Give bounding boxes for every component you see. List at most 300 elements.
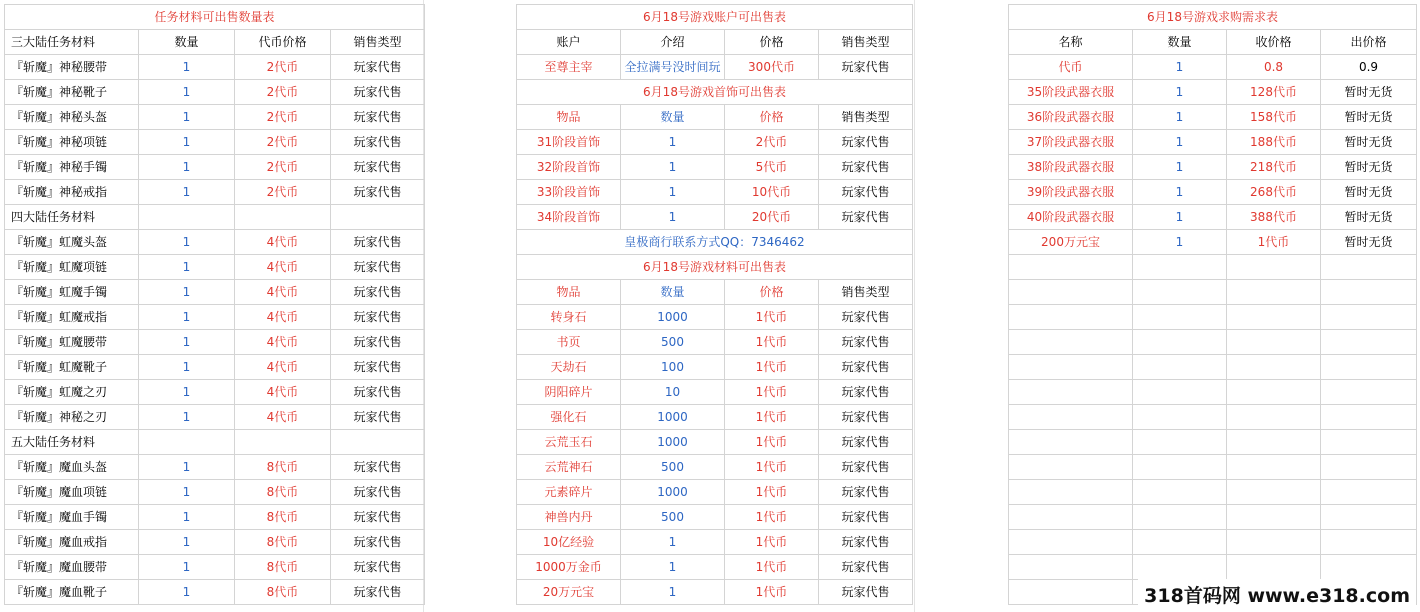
item-name-cell[interactable]: 至尊主宰 xyxy=(517,55,621,80)
empty-cell[interactable] xyxy=(1321,530,1417,555)
empty-cell[interactable] xyxy=(1133,380,1227,405)
header-cell[interactable]: 销售类型 xyxy=(819,30,913,55)
sale-type-cell[interactable]: 玩家代售 xyxy=(331,80,425,105)
section-label[interactable]: 四大陆任务材料 xyxy=(5,205,139,230)
empty-cell[interactable] xyxy=(1321,380,1417,405)
empty-cell[interactable] xyxy=(1009,355,1133,380)
header-cell[interactable]: 物品 xyxy=(517,280,621,305)
title-row xyxy=(517,5,913,30)
header-cell[interactable]: 名称 xyxy=(1009,30,1133,55)
qty-cell[interactable]: 1 xyxy=(139,80,235,105)
table-title[interactable]: 6月18号游戏材料可出售表 xyxy=(517,255,913,280)
qty-cell[interactable]: 1 xyxy=(139,455,235,480)
table-row xyxy=(1009,55,1417,80)
qty-cell[interactable]: 1 xyxy=(1133,155,1227,180)
price-cell[interactable]: 1代币 xyxy=(725,430,819,455)
header-cell[interactable]: 出价格 xyxy=(1321,30,1417,55)
qty-cell[interactable]: 500 xyxy=(621,455,725,480)
empty-cell[interactable] xyxy=(1227,255,1321,280)
sale-type-cell[interactable]: 玩家代售 xyxy=(331,280,425,305)
price-cell[interactable]: 8代币 xyxy=(235,555,331,580)
price-cell[interactable]: 4代币 xyxy=(235,355,331,380)
empty-cell[interactable] xyxy=(1133,255,1227,280)
item-name-cell[interactable]: 『斩魔』神秘戒指 xyxy=(5,180,139,205)
empty-cell[interactable] xyxy=(1009,480,1133,505)
qty-cell[interactable]: 1 xyxy=(139,505,235,530)
empty-cell[interactable] xyxy=(1321,455,1417,480)
price-cell[interactable]: 4代币 xyxy=(235,380,331,405)
sale-type-cell[interactable]: 玩家代售 xyxy=(331,555,425,580)
table-row xyxy=(5,480,425,505)
empty-cell[interactable] xyxy=(1227,480,1321,505)
item-name-cell[interactable]: 34阶段首饰 xyxy=(517,205,621,230)
qty-cell[interactable]: 1 xyxy=(139,130,235,155)
buy-price-cell[interactable]: 268代币 xyxy=(1227,180,1321,205)
table-row xyxy=(517,55,913,80)
qty-cell[interactable] xyxy=(139,430,235,455)
price-cell[interactable]: 1代币 xyxy=(725,355,819,380)
sale-type-cell[interactable]: 玩家代售 xyxy=(819,405,913,430)
item-name-cell[interactable]: 37阶段武器衣服 xyxy=(1009,130,1133,155)
sell-price-cell[interactable]: 暂时无货 xyxy=(1321,180,1417,205)
table-row xyxy=(517,355,913,380)
empty-cell[interactable] xyxy=(1133,355,1227,380)
title-row xyxy=(517,255,913,280)
qty-cell[interactable]: 100 xyxy=(621,355,725,380)
sale-type-cell[interactable]: 玩家代售 xyxy=(331,455,425,480)
sale-type-cell[interactable]: 玩家代售 xyxy=(331,55,425,80)
sale-type-cell[interactable]: 玩家代售 xyxy=(331,180,425,205)
price-cell[interactable]: 5代币 xyxy=(725,155,819,180)
table-row xyxy=(5,230,425,255)
table-title[interactable]: 6月18号游戏账户可出售表 xyxy=(517,5,913,30)
empty-cell[interactable] xyxy=(1009,280,1133,305)
price-cell[interactable]: 2代币 xyxy=(235,155,331,180)
empty-row xyxy=(1009,530,1417,555)
qty-cell[interactable]: 1 xyxy=(1133,80,1227,105)
item-name-cell[interactable]: 『斩魔』神秘手镯 xyxy=(5,155,139,180)
empty-cell[interactable] xyxy=(1321,480,1417,505)
qty-cell[interactable]: 1 xyxy=(139,55,235,80)
sell-price-cell[interactable]: 暂时无货 xyxy=(1321,205,1417,230)
qty-cell[interactable]: 1 xyxy=(139,105,235,130)
empty-cell[interactable] xyxy=(1133,530,1227,555)
price-cell[interactable]: 2代币 xyxy=(235,130,331,155)
empty-cell[interactable] xyxy=(1133,480,1227,505)
qty-cell[interactable]: 10 xyxy=(621,380,725,405)
qty-cell[interactable]: 1 xyxy=(1133,55,1227,80)
table-row xyxy=(5,305,425,330)
sale-type-cell[interactable]: 玩家代售 xyxy=(819,580,913,605)
qty-cell[interactable]: 1 xyxy=(139,480,235,505)
item-name-cell[interactable]: 『斩魔』魔血靴子 xyxy=(5,580,139,605)
price-cell[interactable]: 8代币 xyxy=(235,480,331,505)
price-cell[interactable]: 1代币 xyxy=(725,380,819,405)
item-name-cell[interactable]: 『斩魔』虹魔之刃 xyxy=(5,380,139,405)
header-cell[interactable]: 价格 xyxy=(725,280,819,305)
sale-type-cell[interactable]: 玩家代售 xyxy=(819,505,913,530)
qty-cell[interactable]: 1 xyxy=(621,155,725,180)
sale-type-cell[interactable]: 玩家代售 xyxy=(331,255,425,280)
header-cell[interactable]: 数量 xyxy=(621,105,725,130)
price-cell[interactable]: 20代币 xyxy=(725,205,819,230)
qty-cell[interactable]: 1 xyxy=(139,330,235,355)
empty-cell[interactable] xyxy=(1321,430,1417,455)
sale-type-cell[interactable] xyxy=(331,430,425,455)
table-row xyxy=(517,405,913,430)
qty-cell[interactable]: 1 xyxy=(621,580,725,605)
qty-cell[interactable]: 1 xyxy=(139,255,235,280)
header-cell[interactable]: 三大陆任务材料 xyxy=(5,30,139,55)
empty-row xyxy=(1009,280,1417,305)
section-label[interactable]: 五大陆任务材料 xyxy=(5,430,139,455)
item-name-cell[interactable]: 云荒神石 xyxy=(517,455,621,480)
qty-cell[interactable]: 1 xyxy=(139,180,235,205)
price-cell[interactable]: 4代币 xyxy=(235,230,331,255)
sale-type-cell[interactable]: 玩家代售 xyxy=(819,380,913,405)
price-cell[interactable]: 8代币 xyxy=(235,530,331,555)
sell-price-cell[interactable]: 暂时无货 xyxy=(1321,130,1417,155)
empty-cell[interactable] xyxy=(1227,430,1321,455)
price-cell[interactable]: 1代币 xyxy=(725,505,819,530)
qty-cell[interactable]: 1 xyxy=(621,555,725,580)
item-name-cell[interactable]: 『斩魔』魔血头盔 xyxy=(5,455,139,480)
item-name-cell[interactable]: 『斩魔』神秘靴子 xyxy=(5,80,139,105)
item-name-cell[interactable]: 『斩魔』神秘头盔 xyxy=(5,105,139,130)
empty-row xyxy=(1009,505,1417,530)
qty-cell[interactable]: 1 xyxy=(139,555,235,580)
table-row xyxy=(1009,155,1417,180)
empty-cell[interactable] xyxy=(1227,330,1321,355)
empty-cell[interactable] xyxy=(1133,305,1227,330)
item-name-cell[interactable]: 『斩魔』魔血腰带 xyxy=(5,555,139,580)
empty-cell[interactable] xyxy=(1009,505,1133,530)
item-name-cell[interactable]: 『斩魔』神秘项链 xyxy=(5,130,139,155)
buy-price-cell[interactable]: 0.8 xyxy=(1227,55,1321,80)
item-name-cell[interactable]: 『斩魔』虹魔手镯 xyxy=(5,280,139,305)
item-name-cell[interactable]: 天劫石 xyxy=(517,355,621,380)
price-cell[interactable]: 1代币 xyxy=(725,455,819,480)
qty-cell[interactable]: 1 xyxy=(1133,205,1227,230)
buy-price-cell[interactable]: 188代币 xyxy=(1227,130,1321,155)
buy-price-cell[interactable]: 388代币 xyxy=(1227,205,1321,230)
empty-cell[interactable] xyxy=(1321,555,1417,580)
sale-type-cell[interactable]: 玩家代售 xyxy=(331,530,425,555)
sale-type-cell[interactable]: 玩家代售 xyxy=(819,480,913,505)
qty-cell[interactable]: 1 xyxy=(139,405,235,430)
item-name-cell[interactable]: 1000万金币 xyxy=(517,555,621,580)
empty-cell[interactable] xyxy=(1227,555,1321,580)
price-cell[interactable]: 1代币 xyxy=(725,305,819,330)
sale-type-cell[interactable]: 玩家代售 xyxy=(331,155,425,180)
empty-cell[interactable] xyxy=(1009,305,1133,330)
item-name-cell[interactable]: 元素碎片 xyxy=(517,480,621,505)
header-cell[interactable]: 销售类型 xyxy=(331,30,425,55)
table-title[interactable]: 6月18号游戏求购需求表 xyxy=(1009,5,1417,30)
price-cell[interactable]: 8代币 xyxy=(235,505,331,530)
table-row xyxy=(517,205,913,230)
item-name-cell[interactable]: 强化石 xyxy=(517,405,621,430)
sale-type-cell[interactable]: 玩家代售 xyxy=(819,305,913,330)
empty-cell[interactable] xyxy=(1227,505,1321,530)
wanted-table xyxy=(1008,4,1417,605)
sell-price-cell[interactable]: 暂时无货 xyxy=(1321,80,1417,105)
table-row xyxy=(517,505,913,530)
price-cell[interactable]: 2代币 xyxy=(235,55,331,80)
item-name-cell[interactable]: 38阶段武器衣服 xyxy=(1009,155,1133,180)
item-name-cell[interactable]: 200万元宝 xyxy=(1009,230,1133,255)
sale-type-cell[interactable]: 玩家代售 xyxy=(819,355,913,380)
qty-cell[interactable]: 1000 xyxy=(621,405,725,430)
empty-cell[interactable] xyxy=(1009,255,1133,280)
header-cell[interactable]: 销售类型 xyxy=(819,280,913,305)
empty-cell[interactable] xyxy=(1227,405,1321,430)
sale-type-cell[interactable]: 玩家代售 xyxy=(331,130,425,155)
price-cell[interactable]: 300代币 xyxy=(725,55,819,80)
empty-cell[interactable] xyxy=(1227,380,1321,405)
sale-type-cell[interactable]: 玩家代售 xyxy=(819,530,913,555)
item-name-cell[interactable]: 『斩魔』虹魔腰带 xyxy=(5,330,139,355)
price-cell[interactable] xyxy=(235,205,331,230)
qty-cell[interactable]: 1000 xyxy=(621,430,725,455)
price-cell[interactable]: 1代币 xyxy=(725,480,819,505)
empty-cell[interactable] xyxy=(1009,530,1133,555)
item-name-cell[interactable]: 20万元宝 xyxy=(517,580,621,605)
empty-cell[interactable] xyxy=(1227,530,1321,555)
empty-cell[interactable] xyxy=(1009,430,1133,455)
table-title[interactable]: 任务材料可出售数量表 xyxy=(5,5,425,30)
qty-cell[interactable]: 1 xyxy=(1133,180,1227,205)
price-cell[interactable]: 8代币 xyxy=(235,455,331,480)
buy-price-cell[interactable]: 1代币 xyxy=(1227,230,1321,255)
header-cell[interactable]: 账户 xyxy=(517,30,621,55)
sale-type-cell[interactable]: 玩家代售 xyxy=(331,105,425,130)
header-cell[interactable]: 代币价格 xyxy=(235,30,331,55)
qty-cell[interactable]: 500 xyxy=(621,330,725,355)
table-row xyxy=(517,130,913,155)
price-cell[interactable]: 8代币 xyxy=(235,580,331,605)
sale-type-cell[interactable]: 玩家代售 xyxy=(331,230,425,255)
header-cell[interactable]: 物品 xyxy=(517,105,621,130)
qty-cell[interactable]: 1 xyxy=(621,180,725,205)
empty-cell[interactable] xyxy=(1321,505,1417,530)
item-name-cell[interactable]: 转身石 xyxy=(517,305,621,330)
item-name-cell[interactable]: 10亿经验 xyxy=(517,530,621,555)
item-name-cell[interactable]: 36阶段武器衣服 xyxy=(1009,105,1133,130)
sell-price-cell[interactable]: 暂时无货 xyxy=(1321,105,1417,130)
item-name-cell[interactable]: 35阶段武器衣服 xyxy=(1009,80,1133,105)
qty-cell[interactable]: 1 xyxy=(139,305,235,330)
price-cell[interactable]: 1代币 xyxy=(725,405,819,430)
empty-cell[interactable] xyxy=(1321,330,1417,355)
item-name-cell[interactable]: 代币 xyxy=(1009,55,1133,80)
qty-cell[interactable]: 1000 xyxy=(621,305,725,330)
empty-cell[interactable] xyxy=(1133,330,1227,355)
qty-cell[interactable]: 1 xyxy=(1133,105,1227,130)
empty-row xyxy=(1009,305,1417,330)
table-row xyxy=(5,530,425,555)
empty-cell[interactable] xyxy=(1009,405,1133,430)
item-name-cell[interactable]: 31阶段首饰 xyxy=(517,130,621,155)
empty-cell[interactable] xyxy=(1321,355,1417,380)
empty-cell[interactable] xyxy=(1009,555,1133,580)
sale-type-cell[interactable] xyxy=(331,205,425,230)
sell-price-cell[interactable]: 0.9 xyxy=(1321,55,1417,80)
empty-cell[interactable] xyxy=(1133,280,1227,305)
watermark: 318首码网 www.e318.com xyxy=(1138,579,1416,610)
item-name-cell[interactable]: 云荒玉石 xyxy=(517,430,621,455)
sale-type-cell[interactable]: 玩家代售 xyxy=(819,330,913,355)
sell-price-cell[interactable]: 暂时无货 xyxy=(1321,230,1417,255)
qty-cell[interactable]: 1 xyxy=(139,155,235,180)
empty-row xyxy=(1009,480,1417,505)
empty-cell[interactable] xyxy=(1227,280,1321,305)
header-cell[interactable]: 价格 xyxy=(725,105,819,130)
table-row xyxy=(5,555,425,580)
empty-cell[interactable] xyxy=(1227,355,1321,380)
sale-type-cell[interactable]: 玩家代售 xyxy=(331,330,425,355)
sale-type-cell[interactable]: 玩家代售 xyxy=(819,155,913,180)
price-cell[interactable]: 2代币 xyxy=(725,130,819,155)
qty-cell[interactable]: 1 xyxy=(139,280,235,305)
empty-cell[interactable] xyxy=(1321,280,1417,305)
empty-cell[interactable] xyxy=(1321,405,1417,430)
item-name-cell[interactable]: 『斩魔』魔血手镯 xyxy=(5,505,139,530)
item-name-cell[interactable]: 『斩魔』虹魔项链 xyxy=(5,255,139,280)
empty-cell[interactable] xyxy=(1133,505,1227,530)
header-cell[interactable]: 数量 xyxy=(1133,30,1227,55)
empty-cell[interactable] xyxy=(1227,305,1321,330)
table-row xyxy=(517,155,913,180)
table-row xyxy=(5,280,425,305)
empty-row xyxy=(1009,555,1417,580)
item-name-cell[interactable]: 阴阳碎片 xyxy=(517,380,621,405)
item-name-cell[interactable]: 39阶段武器衣服 xyxy=(1009,180,1133,205)
qty-cell[interactable]: 1 xyxy=(139,530,235,555)
item-name-cell[interactable]: 『斩魔』虹魔头盔 xyxy=(5,230,139,255)
table-row xyxy=(5,105,425,130)
sale-type-cell[interactable]: 玩家代售 xyxy=(819,555,913,580)
table-row xyxy=(5,180,425,205)
qty-cell[interactable]: 1 xyxy=(621,205,725,230)
item-name-cell[interactable]: 『斩魔』魔血项链 xyxy=(5,480,139,505)
qty-cell[interactable]: 1 xyxy=(139,355,235,380)
empty-cell[interactable] xyxy=(1133,405,1227,430)
sale-type-cell[interactable]: 玩家代售 xyxy=(331,405,425,430)
empty-cell[interactable] xyxy=(1133,455,1227,480)
sale-type-cell[interactable]: 玩家代售 xyxy=(819,55,913,80)
empty-row xyxy=(1009,355,1417,380)
sell-price-cell[interactable]: 暂时无货 xyxy=(1321,155,1417,180)
table-row xyxy=(5,455,425,480)
qty-cell[interactable]: 500 xyxy=(621,505,725,530)
qty-cell[interactable] xyxy=(139,205,235,230)
header-cell[interactable]: 价格 xyxy=(725,30,819,55)
sale-type-cell[interactable]: 玩家代售 xyxy=(819,130,913,155)
item-name-cell[interactable]: 32阶段首饰 xyxy=(517,155,621,180)
empty-cell[interactable] xyxy=(1009,380,1133,405)
price-cell[interactable]: 4代币 xyxy=(235,305,331,330)
sale-type-cell[interactable]: 玩家代售 xyxy=(819,180,913,205)
header-cell[interactable]: 介绍 xyxy=(621,30,725,55)
buy-price-cell[interactable]: 128代币 xyxy=(1227,80,1321,105)
price-cell[interactable]: 2代币 xyxy=(235,105,331,130)
empty-cell[interactable] xyxy=(1227,455,1321,480)
header-cell[interactable]: 数量 xyxy=(621,280,725,305)
price-cell[interactable]: 10代币 xyxy=(725,180,819,205)
buy-price-cell[interactable]: 158代币 xyxy=(1227,105,1321,130)
empty-cell[interactable] xyxy=(1133,555,1227,580)
empty-cell[interactable] xyxy=(1009,330,1133,355)
header-cell[interactable]: 数量 xyxy=(139,30,235,55)
empty-cell[interactable] xyxy=(1009,580,1133,605)
sale-type-cell[interactable]: 玩家代售 xyxy=(819,430,913,455)
table-row xyxy=(517,180,913,205)
price-cell[interactable]: 4代币 xyxy=(235,255,331,280)
empty-cell[interactable] xyxy=(1321,305,1417,330)
header-cell[interactable]: 销售类型 xyxy=(819,105,913,130)
header-cell[interactable]: 收价格 xyxy=(1227,30,1321,55)
qty-cell[interactable]: 1 xyxy=(139,230,235,255)
qty-cell[interactable]: 1 xyxy=(139,380,235,405)
price-cell[interactable]: 4代币 xyxy=(235,405,331,430)
table-title[interactable]: 6月18号游戏首饰可出售表 xyxy=(517,80,913,105)
sale-type-cell[interactable]: 玩家代售 xyxy=(331,380,425,405)
item-name-cell[interactable]: 『斩魔』魔血戒指 xyxy=(5,530,139,555)
item-name-cell[interactable]: 『斩魔』神秘之刃 xyxy=(5,405,139,430)
item-name-cell[interactable]: 书页 xyxy=(517,330,621,355)
qty-cell[interactable]: 1 xyxy=(139,580,235,605)
price-cell[interactable]: 2代币 xyxy=(235,80,331,105)
price-cell[interactable]: 4代币 xyxy=(235,280,331,305)
price-cell[interactable]: 4代币 xyxy=(235,330,331,355)
price-cell[interactable]: 2代币 xyxy=(235,180,331,205)
sale-type-cell[interactable]: 玩家代售 xyxy=(331,480,425,505)
price-cell[interactable]: 1代币 xyxy=(725,330,819,355)
buy-price-cell[interactable]: 218代币 xyxy=(1227,155,1321,180)
empty-cell[interactable] xyxy=(1009,455,1133,480)
qty-cell[interactable]: 1 xyxy=(621,530,725,555)
qty-cell[interactable]: 1 xyxy=(1133,230,1227,255)
header-row xyxy=(517,105,913,130)
qty-cell[interactable]: 1 xyxy=(621,130,725,155)
contact-info[interactable]: 皇极商行联系方式QQ：7346462 xyxy=(517,230,913,255)
price-cell[interactable]: 1代币 xyxy=(725,530,819,555)
sale-type-cell[interactable]: 玩家代售 xyxy=(819,455,913,480)
price-cell[interactable]: 1代币 xyxy=(725,580,819,605)
empty-cell[interactable] xyxy=(1321,255,1417,280)
item-name-cell[interactable]: 『斩魔』虹魔戒指 xyxy=(5,305,139,330)
sale-type-cell[interactable]: 玩家代售 xyxy=(331,505,425,530)
item-name-cell[interactable]: 40阶段武器衣服 xyxy=(1009,205,1133,230)
sale-type-cell[interactable]: 玩家代售 xyxy=(819,205,913,230)
empty-row xyxy=(1009,380,1417,405)
item-name-cell[interactable]: 神兽内丹 xyxy=(517,505,621,530)
item-name-cell[interactable]: 『斩魔』神秘腰带 xyxy=(5,55,139,80)
item-name-cell[interactable]: 33阶段首饰 xyxy=(517,180,621,205)
empty-row xyxy=(1009,405,1417,430)
price-cell[interactable] xyxy=(235,430,331,455)
empty-cell[interactable] xyxy=(1133,430,1227,455)
item-name-cell[interactable]: 『斩魔』虹魔靴子 xyxy=(5,355,139,380)
qty-cell[interactable]: 1000 xyxy=(621,480,725,505)
qty-cell[interactable]: 1 xyxy=(1133,130,1227,155)
sale-type-cell[interactable]: 玩家代售 xyxy=(331,355,425,380)
sale-type-cell[interactable]: 玩家代售 xyxy=(331,305,425,330)
price-cell[interactable]: 1代币 xyxy=(725,555,819,580)
intro-cell[interactable]: 全拉满号没时间玩 xyxy=(621,55,725,80)
sale-type-cell[interactable]: 玩家代售 xyxy=(331,580,425,605)
